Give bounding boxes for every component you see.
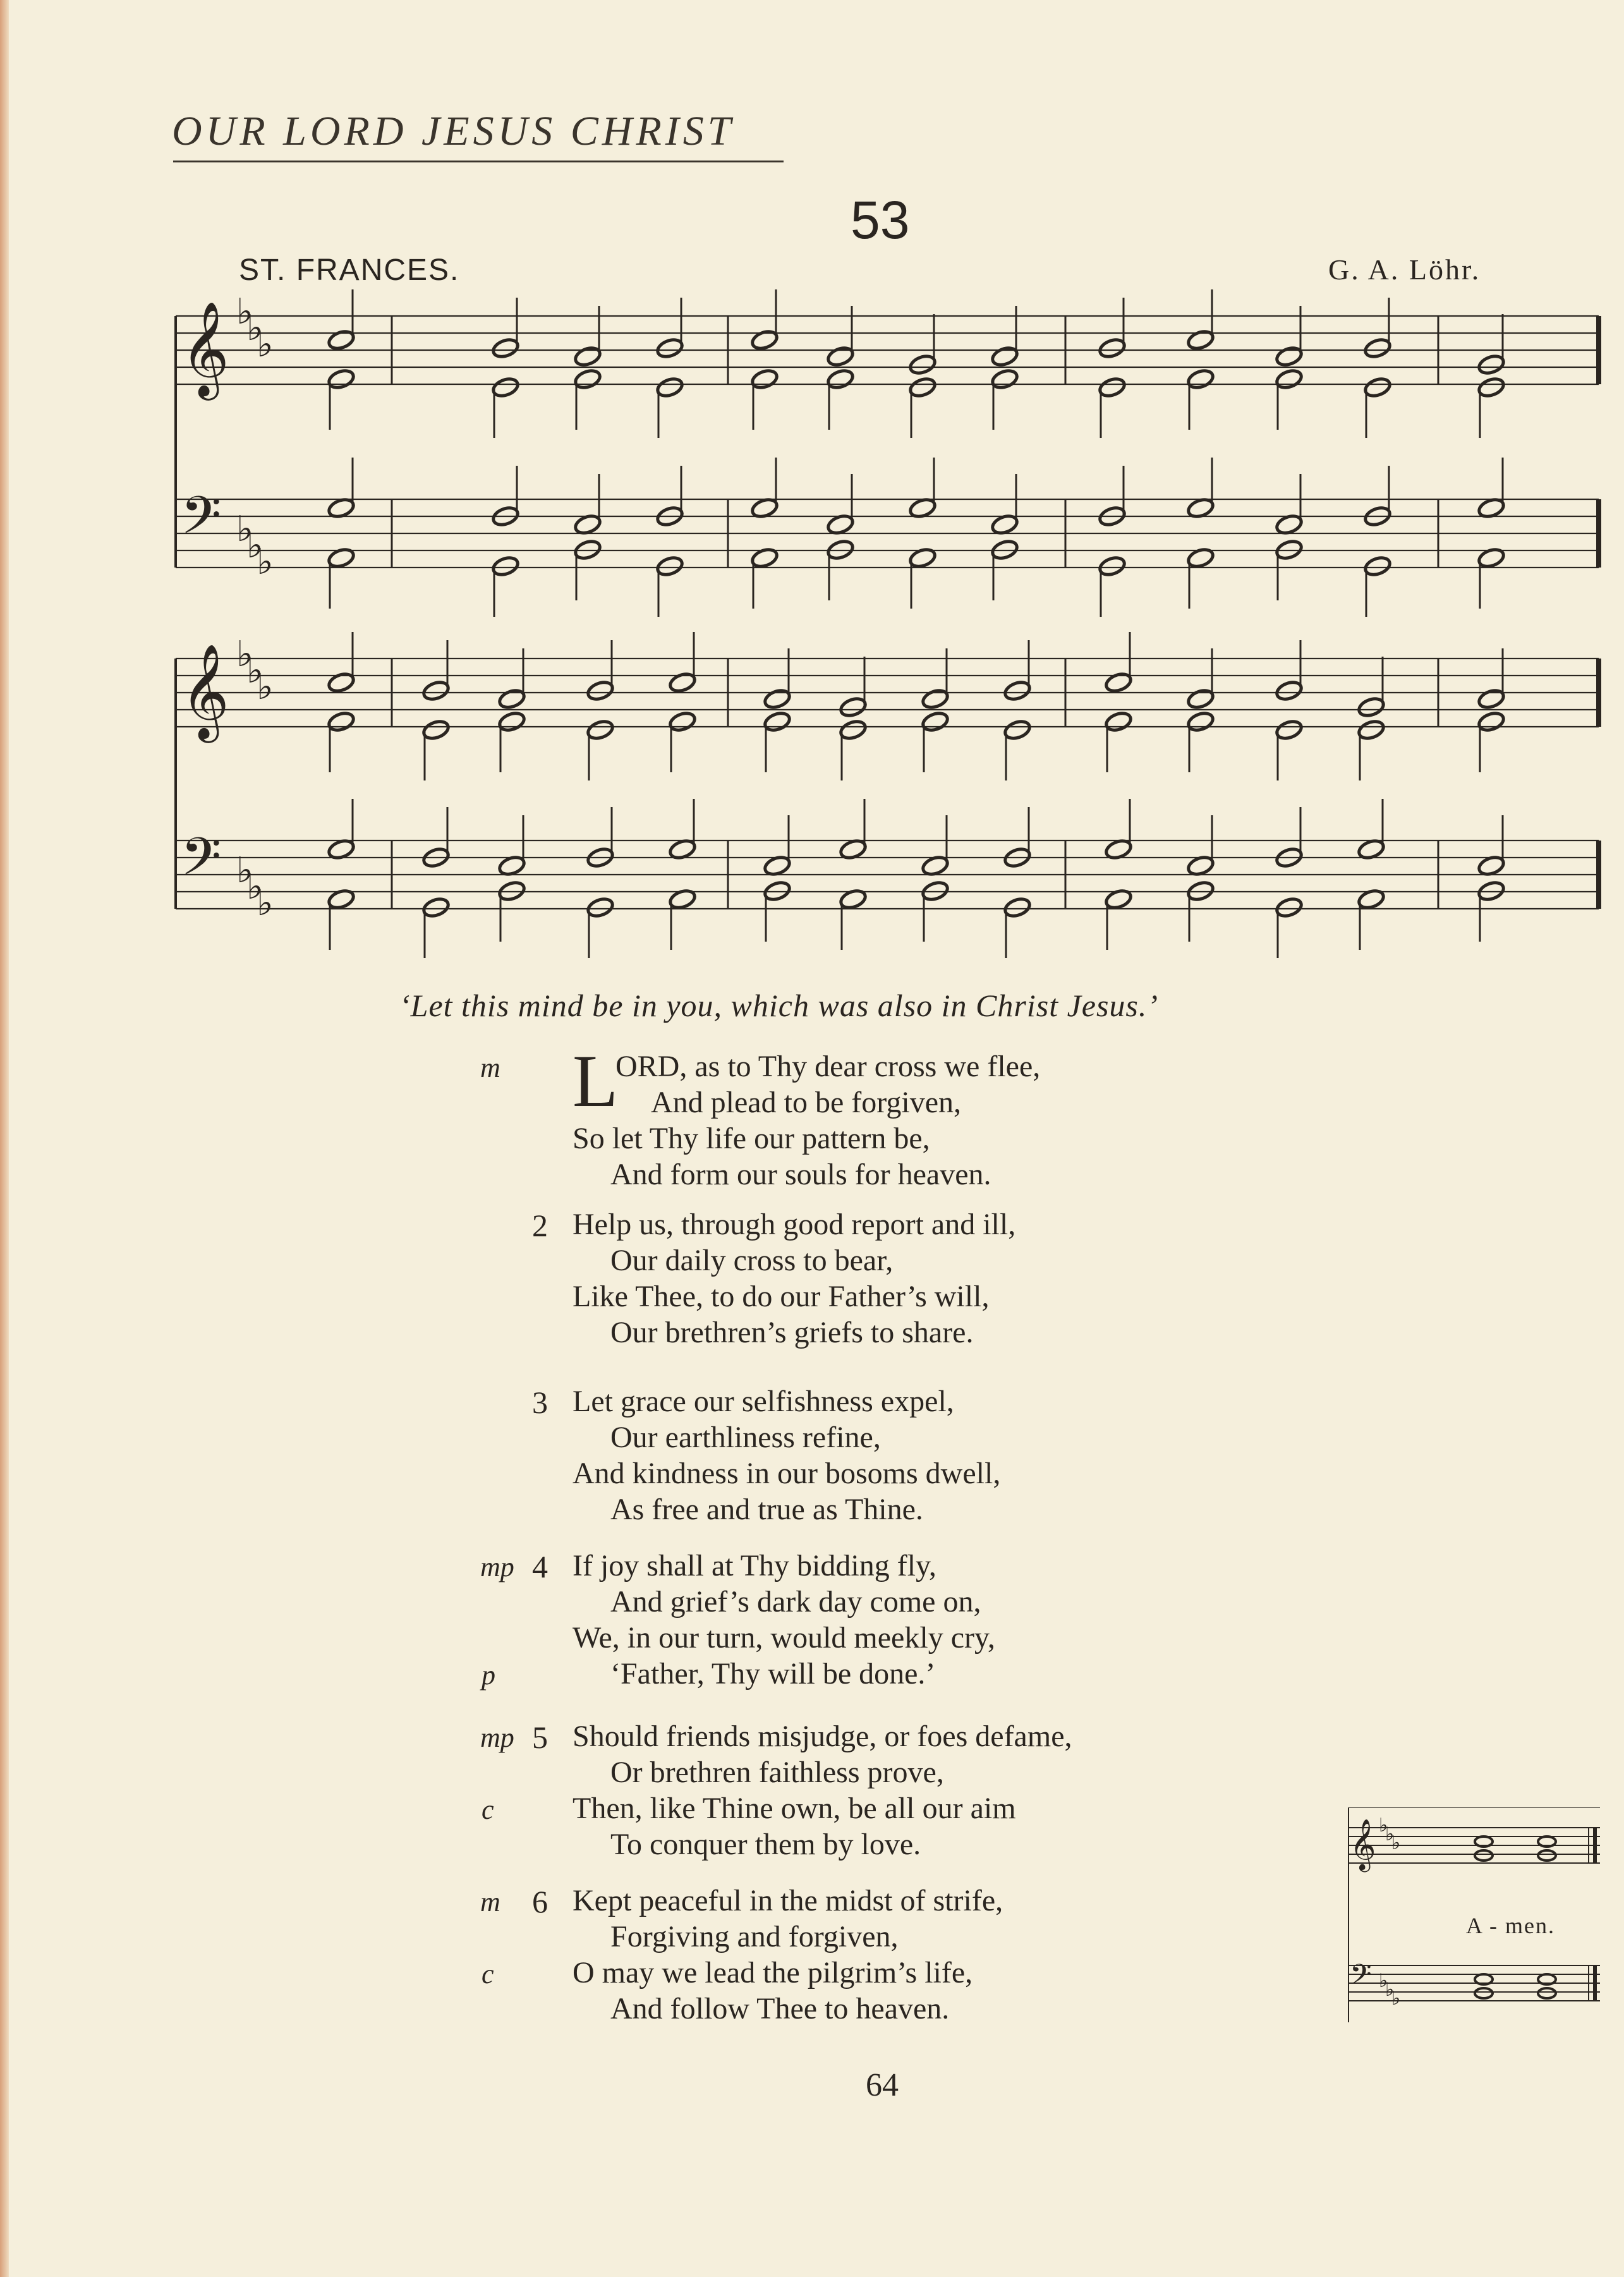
verse-line: Then, like Thine own, be all our aim (573, 1792, 1016, 1825)
key-signature-flat: ♭ (257, 883, 274, 924)
verse-line: Let grace our selfishness expel, (573, 1385, 954, 1418)
treble-note (1186, 329, 1215, 351)
alto-note (839, 719, 868, 741)
verse-line: Like Thee, to do our Father’s will, (573, 1280, 990, 1313)
dynamic-marking: c (482, 1794, 494, 1825)
verse-number: 4 (532, 1549, 548, 1584)
verse-number: 5 (532, 1720, 548, 1755)
verse-line: Our earthliness refine, (610, 1421, 881, 1454)
verse-number: 6 (532, 1884, 548, 1919)
alto-note (1104, 710, 1133, 733)
alto-note (421, 719, 451, 741)
alto-note (990, 368, 1019, 391)
key-signature-flat: ♭ (246, 866, 264, 908)
key-signature-flat: ♭ (1379, 1970, 1388, 1992)
alto-note (1186, 368, 1215, 391)
alto-note (750, 368, 779, 391)
amen-note (1538, 1850, 1556, 1861)
alto-note (497, 710, 526, 733)
verse-line: And kindness in our bosoms dwell, (573, 1457, 1001, 1490)
alto-note (573, 368, 602, 391)
amen-note (1475, 1850, 1493, 1861)
treble-note (1003, 679, 1032, 702)
key-signature-flat: ♭ (257, 667, 274, 708)
treble-note (826, 345, 855, 368)
key-signature-flat: ♭ (257, 324, 274, 365)
alto-note (1186, 710, 1215, 733)
tune-name: ST. FRANCES. (239, 253, 460, 287)
alto-note (921, 710, 950, 733)
key-signature-flat: ♭ (246, 525, 264, 566)
alto-note (1098, 376, 1127, 399)
verse-line: Kept peaceful in the midst of strife, (573, 1884, 1003, 1917)
verse-line: So let Thy life our pattern be, (573, 1122, 930, 1155)
treble-note (1104, 671, 1133, 694)
key-signature-flat: ♭ (236, 850, 253, 891)
composer: G. A. Löhr. (1328, 253, 1481, 286)
key-signature-flat: ♭ (246, 650, 264, 691)
alto-note (327, 710, 356, 733)
alto-note (1363, 376, 1392, 399)
treble-note (327, 671, 356, 694)
key-signature-flat: ♭ (236, 291, 253, 332)
verse-line: And plead to be forgiven, (651, 1086, 961, 1119)
bass-clef: 𝄢 (181, 485, 222, 559)
alto-note (763, 710, 792, 733)
verse-line: Forgiving and forgiven, (610, 1920, 899, 1953)
verse-line: And grief’s dark day come on, (610, 1585, 981, 1618)
treble-note (327, 329, 356, 351)
key-signature-flat: ♭ (236, 634, 253, 675)
bass-clef: 𝄢 (181, 826, 222, 900)
verse-number: 2 (532, 1208, 548, 1243)
dynamic-marking: mp (480, 1551, 514, 1582)
verse-line: Or brethren faithless prove, (610, 1756, 944, 1789)
treble-note (1477, 353, 1506, 376)
bass-clef: 𝄢 (1350, 1958, 1372, 1998)
treble-note (750, 329, 779, 351)
key-signature-flat: ♭ (257, 542, 274, 583)
alto-note (1275, 368, 1304, 391)
alto-note (327, 368, 356, 391)
bass-note (586, 896, 615, 919)
verse-line: Our daily cross to bear, (610, 1244, 894, 1277)
dynamic-marking: p (482, 1660, 495, 1691)
treble-clef: 𝄞 (1350, 1818, 1376, 1870)
key-signature-flat: ♭ (1379, 1814, 1388, 1837)
verse-line: We, in our turn, would meekly cry, (573, 1621, 995, 1655)
dynamic-marking: mp (480, 1722, 514, 1753)
bass-note (1098, 555, 1127, 578)
alto-note (586, 719, 615, 741)
amen-note (1475, 1988, 1493, 1998)
key-signature-flat: ♭ (1391, 1988, 1401, 2010)
verse-line: ‘Father, Thy will be done.’ (610, 1657, 936, 1691)
bass-note (1003, 896, 1032, 919)
treble-note (497, 688, 526, 710)
treble-note (1477, 688, 1506, 710)
treble-note (908, 353, 937, 376)
bass-note (1275, 896, 1304, 919)
verse-line: And follow Thee to heaven. (610, 1992, 950, 2025)
key-signature-flat: ♭ (236, 509, 253, 550)
verse-line: To conquer them by love. (610, 1828, 921, 1861)
section-title: OUR LORD JESUS CHRIST (172, 108, 735, 154)
alto-note (1357, 719, 1386, 741)
treble-clef: 𝄞 (181, 300, 229, 396)
alto-note (655, 376, 684, 399)
treble-note (921, 688, 950, 710)
alto-note (1477, 376, 1506, 399)
key-signature-flat: ♭ (1391, 1832, 1401, 1854)
treble-note (573, 345, 602, 368)
treble-note (421, 679, 451, 702)
treble-note (990, 345, 1019, 368)
bass-note (421, 896, 451, 919)
bass-note (1363, 555, 1392, 578)
verse-line: And form our souls for heaven. (610, 1158, 991, 1191)
drop-cap: L (573, 1040, 619, 1122)
verse-number: 3 (532, 1385, 548, 1420)
verse-line: Help us, through good report and ill, (573, 1208, 1016, 1241)
alto-note (908, 376, 937, 399)
treble-note (1098, 337, 1127, 360)
treble-note (1363, 337, 1392, 360)
treble-clef: 𝄞 (181, 643, 229, 739)
epigraph: ‘Let this mind be in you, which was also in Christ Jesus.’ (399, 988, 1159, 1023)
hymn-number: 53 (851, 190, 910, 250)
amen-note (1538, 1988, 1556, 1998)
treble-note (1186, 688, 1215, 710)
page-number: 64 (866, 2067, 899, 2103)
bass-note (655, 555, 684, 578)
verse-line: If joy shall at Thy bidding fly, (573, 1549, 936, 1582)
treble-note (1275, 679, 1304, 702)
treble-note (491, 337, 520, 360)
verse-line: ORD, as to Thy dear cross we flee, (615, 1050, 1041, 1083)
verse-line: Should friends misjudge, or foes defame, (573, 1720, 1072, 1753)
bass-note (491, 555, 520, 578)
verse-line: Our brethren’s griefs to share. (610, 1316, 974, 1349)
alto-note (491, 376, 520, 399)
alto-note (1477, 710, 1506, 733)
key-signature-flat: ♭ (1385, 1823, 1395, 1845)
alto-note (668, 710, 697, 733)
verse-line: As free and true as Thine. (610, 1493, 923, 1526)
treble-note (668, 671, 697, 694)
treble-note (839, 696, 868, 719)
dynamic-marking: m (480, 1886, 500, 1917)
key-signature-flat: ♭ (246, 308, 264, 349)
alto-note (1003, 719, 1032, 741)
music-score (0, 0, 1624, 961)
amen-text: A - men. (1466, 1913, 1555, 1938)
treble-note (655, 337, 684, 360)
treble-note (1275, 345, 1304, 368)
dynamic-marking: c (482, 1958, 494, 1989)
verse-line: O may we lead the pilgrim’s life, (573, 1956, 973, 1989)
alto-note (1275, 719, 1304, 741)
treble-note (586, 679, 615, 702)
alto-note (826, 368, 855, 391)
treble-note (1357, 696, 1386, 719)
treble-note (763, 688, 792, 710)
key-signature-flat: ♭ (1385, 1979, 1395, 2001)
dynamic-marking: m (480, 1052, 500, 1083)
